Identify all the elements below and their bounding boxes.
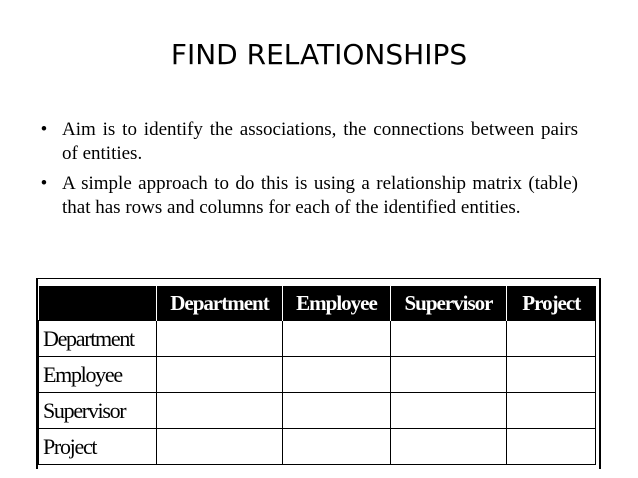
row-header-supervisor: Supervisor — [39, 393, 157, 429]
table-row — [39, 321, 596, 357]
slide-title: FIND RELATIONSHIPS — [170, 38, 468, 71]
matrix-cell — [391, 357, 507, 393]
bullet-text: Aim is to identify the associations, the connections between pairs of entities. — [62, 119, 578, 164]
matrix-cell — [157, 357, 283, 393]
table-row — [39, 429, 596, 465]
row-header-employee: Employee — [39, 357, 157, 393]
matrix-cell — [283, 357, 391, 393]
matrix-cell — [391, 429, 507, 465]
matrix-corner-cell — [39, 286, 157, 321]
matrix-cell — [157, 393, 283, 429]
matrix-cell — [507, 321, 596, 357]
column-header-project: Project — [507, 286, 596, 321]
bullet-item — [36, 118, 578, 166]
matrix-cell — [507, 429, 596, 465]
matrix-header-row — [39, 286, 596, 321]
matrix-cell — [157, 429, 283, 465]
column-header-supervisor: Supervisor — [391, 286, 507, 321]
bullet-marker: • — [40, 119, 48, 140]
matrix-cell — [507, 393, 596, 429]
matrix-cell — [507, 357, 596, 393]
matrix-cell — [157, 321, 283, 357]
bullet-item — [36, 172, 578, 220]
row-header-department: Department — [39, 321, 157, 357]
column-header-employee: Employee — [283, 286, 391, 321]
row-header-project: Project — [39, 429, 157, 465]
matrix-cell — [391, 321, 507, 357]
table-row — [39, 357, 596, 393]
relationship-matrix — [38, 286, 596, 465]
relationship-matrix-frame — [36, 278, 601, 469]
bullet-text: A simple approach to do this is using a relationship matrix (table) that has rows and columns for each of the identified entities. — [62, 173, 578, 218]
matrix-cell — [283, 321, 391, 357]
column-header-department: Department — [157, 286, 283, 321]
bullet-marker: • — [40, 173, 48, 194]
bullet-list — [36, 118, 578, 226]
matrix-cell — [283, 393, 391, 429]
matrix-cell — [283, 429, 391, 465]
table-row — [39, 393, 596, 429]
matrix-cell — [391, 393, 507, 429]
